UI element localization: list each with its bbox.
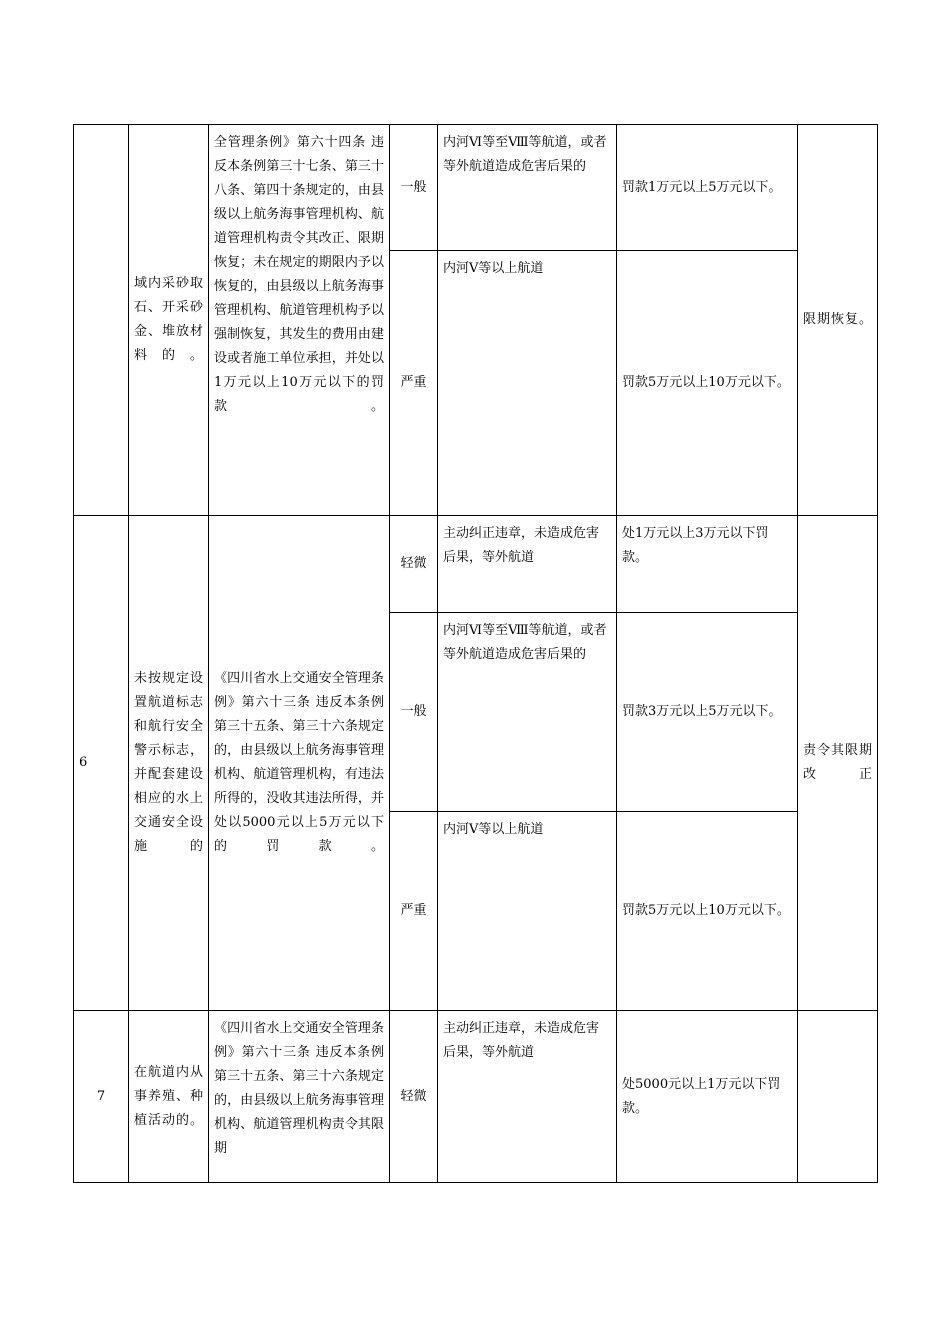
penalty-amount: 罚款5万元以上10万元以下。 xyxy=(617,251,798,516)
severity-grade: 严重 xyxy=(390,812,438,1011)
corrective-measure: 责令其限期改正 xyxy=(798,516,878,1011)
violation-item: 在航道内从事养殖、种植活动的。 xyxy=(129,1011,209,1183)
table-row xyxy=(74,1011,878,1183)
row-number: 6 xyxy=(74,516,129,1011)
corrective-measure xyxy=(798,1011,878,1183)
severity-grade: 一般 xyxy=(390,125,438,251)
penalty-amount: 罚款3万元以上5万元以下。 xyxy=(617,613,798,812)
severity-grade: 严重 xyxy=(390,251,438,516)
penalty-amount: 处1万元以上3万元以下罚款。 xyxy=(617,516,798,613)
violation-condition: 内河Ⅵ等至Ⅷ等航道，或者等外航道造成危害后果的 xyxy=(438,613,617,812)
legal-basis: 《四川省水上交通安全管理条例》第六十三条 违反本条例第三十五条、第三十六条规定的，由县级以上航务海事管理机构、航道管理机构，有违法所得的，没收其违法所得，并处以5000元以上5万元以下的罚款。 xyxy=(209,516,390,1011)
penalty-amount: 处5000元以上1万元以下罚款。 xyxy=(617,1011,798,1183)
corrective-measure: 限期恢复。 xyxy=(798,125,878,516)
violation-condition: 主动纠正违章，未造成危害后果，等外航道 xyxy=(438,516,617,613)
severity-grade: 轻微 xyxy=(390,1011,438,1183)
violation-item: 域内采砂取石、开采砂金、堆放材料的。 xyxy=(129,125,209,516)
penalty-amount: 罚款1万元以上5万元以下。 xyxy=(617,125,798,251)
violation-condition: 内河Ⅴ等以上航道 xyxy=(438,812,617,1011)
legal-basis: 全管理条例》第六十四条 违反本条例第三十七条、第三十八条、第四十条规定的，由县级以上航务海事管理机构、航道管理机构责令其改正、限期恢复；未在规定的期限内予以恢复的，由县级以上航务海事管理机构、航道管理机构予以强制恢复，其发生的费用由建设或者施工单位承担，并处以1万元以上10万元以下的罚款。 xyxy=(209,125,390,516)
violation-condition: 主动纠正违章，未造成危害后果，等外航道 xyxy=(438,1011,617,1183)
penalty-amount: 罚款5万元以上10万元以下。 xyxy=(617,812,798,1011)
severity-grade: 一般 xyxy=(390,613,438,812)
table-row xyxy=(74,125,878,251)
row-number xyxy=(74,125,129,516)
violation-item: 未按规定设置航道标志和航行安全警示标志，并配套建设相应的水上交通安全设施的 xyxy=(129,516,209,1011)
penalty-standard-table xyxy=(73,124,878,1183)
row-number: 7 xyxy=(74,1011,129,1183)
violation-condition: 内河Ⅵ等至Ⅷ等航道，或者等外航道造成危害后果的 xyxy=(438,125,617,251)
severity-grade: 轻微 xyxy=(390,516,438,613)
table-row xyxy=(74,516,878,613)
violation-condition: 内河Ⅴ等以上航道 xyxy=(438,251,617,516)
legal-basis: 《四川省水上交通安全管理条例》第六十三条 违反本条例第三十五条、第三十六条规定的，由县级以上航务海事管理机构、航道管理机构责令其限期 xyxy=(209,1011,390,1183)
